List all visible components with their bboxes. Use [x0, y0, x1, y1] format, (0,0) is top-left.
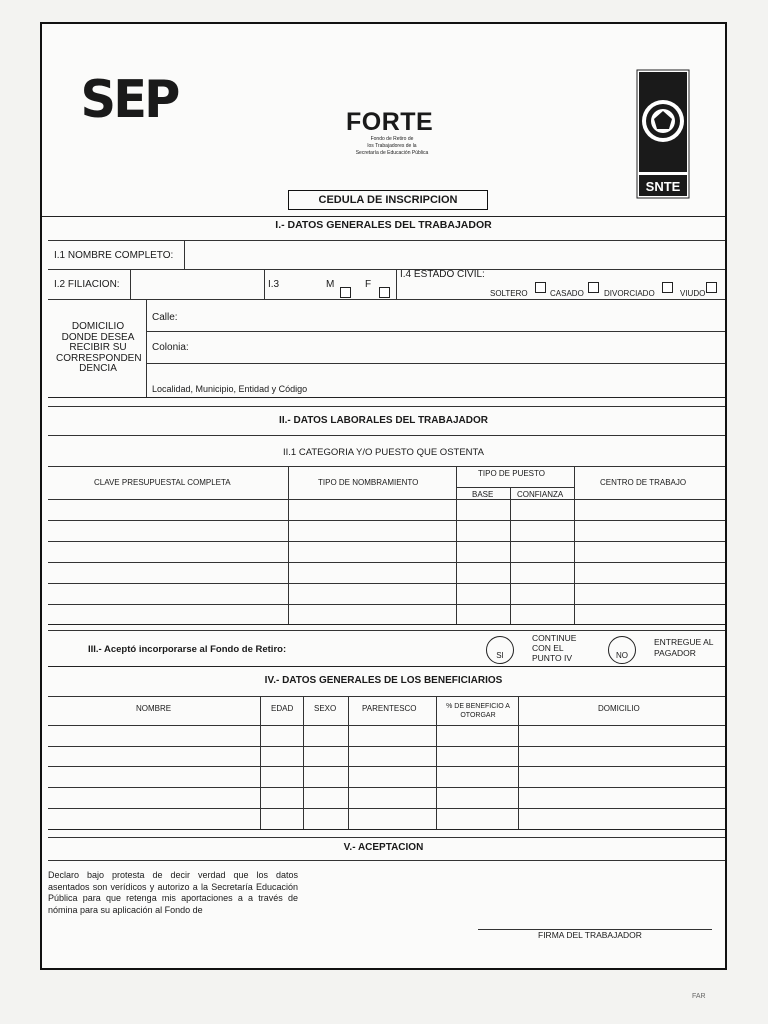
divider: [184, 240, 185, 269]
divider: [456, 466, 457, 624]
divider: [48, 583, 725, 584]
divider: [436, 696, 437, 829]
divider: [48, 630, 725, 631]
divider: [48, 766, 725, 767]
divider: [48, 499, 725, 500]
divider: [48, 837, 725, 838]
viudo-label: VIUDO: [680, 289, 706, 298]
sexo-m-label: M: [326, 279, 335, 290]
divider: [48, 240, 725, 241]
divider: [48, 666, 725, 667]
casado-checkbox[interactable]: [588, 282, 599, 293]
divider: [146, 331, 725, 332]
divider: [48, 725, 725, 726]
divider: [348, 696, 349, 829]
viudo-checkbox[interactable]: [706, 282, 717, 293]
nombre-field[interactable]: [186, 242, 722, 267]
signature-field[interactable]: [478, 904, 712, 928]
calle-label: Calle:: [152, 312, 178, 323]
divider: [48, 808, 725, 809]
col-edad: EDAD: [271, 704, 294, 713]
divider: [288, 466, 289, 624]
divider: [48, 562, 725, 563]
divider: [48, 829, 725, 830]
estado-civil-label: I.4 ESTADO CIVIL:: [400, 269, 485, 280]
divider: [48, 269, 725, 270]
divider: [48, 696, 725, 697]
divider: [48, 406, 725, 407]
sexo-m-checkbox[interactable]: [340, 287, 351, 298]
divider: [48, 604, 725, 605]
divider: [146, 363, 725, 364]
nombre-label: I.1 NOMBRE COMPLETO:: [54, 250, 174, 261]
divorciado-checkbox[interactable]: [662, 282, 673, 293]
col-base: BASE: [472, 490, 494, 499]
divider: [264, 269, 265, 299]
si-option[interactable]: SI: [486, 636, 514, 664]
colonia-label: Colonia:: [152, 342, 189, 353]
no-option[interactable]: NO: [608, 636, 636, 664]
divider: [48, 541, 725, 542]
col-centro-trabajo: CENTRO DE TRABAJO: [600, 478, 687, 487]
divider: [510, 487, 511, 624]
col-confianza: CONFIANZA: [517, 490, 564, 499]
forte-title: FORTE: [346, 108, 434, 136]
col-sexo: SEXO: [314, 704, 337, 713]
forte-subtitle: Fondo de Retiro de los Trabajadores de la Secretaría de Educación Pública: [355, 136, 429, 156]
colonia-field[interactable]: [192, 335, 722, 359]
divider: [130, 269, 131, 299]
si-note: CONTINUE CON EL PUNTO IV: [532, 633, 577, 663]
localidad-label: Localidad, Municipio, Entidad y Código: [152, 384, 308, 394]
no-note: ENTREGUE AL PAGADOR: [654, 637, 714, 658]
sexo-label: I.3: [268, 279, 280, 290]
sexo-f-checkbox[interactable]: [379, 287, 390, 298]
section5-title: V.- ACEPTACION: [343, 842, 424, 853]
sexo-f-label: F: [365, 279, 372, 290]
divider: [146, 299, 147, 397]
soltero-checkbox[interactable]: [535, 282, 546, 293]
snte-logo-text: SNTE: [645, 179, 681, 194]
section1-title: I.- DATOS GENERALES DEL TRABAJADOR: [275, 219, 492, 231]
divider: [574, 466, 575, 624]
divider: [396, 269, 397, 299]
calle-field[interactable]: [182, 304, 722, 328]
form-page: [40, 22, 727, 970]
divorciado-label: DIVORCIADO: [604, 289, 655, 298]
section4-title: IV.- DATOS GENERALES DE LOS BENEFICIARIOS: [264, 675, 503, 686]
col-tipo-nombramiento: TIPO DE NOMBRAMIENTO: [318, 478, 419, 487]
divider: [48, 466, 725, 467]
divider: [48, 435, 725, 436]
footer-mark: FAR: [692, 993, 706, 1000]
divider: [48, 520, 725, 521]
divider: [48, 787, 725, 788]
soltero-label: SOLTERO: [490, 289, 528, 298]
section2-title: II.- DATOS LABORALES DEL TRABAJADOR: [279, 415, 488, 426]
domicilio-label: DOMICILIO DONDE DESEA RECIBIR SU CORRESPONDEN DENCIA: [56, 321, 142, 374]
divider: [48, 624, 725, 625]
divider: [48, 299, 725, 300]
divider: [518, 696, 519, 829]
snte-logo: [636, 69, 690, 199]
divider: [42, 216, 725, 217]
section3-title: III.- Aceptó incorporarse al Fondo de Retiro:: [88, 644, 287, 655]
sep-logo: SEP: [80, 70, 178, 130]
localidad-field[interactable]: [148, 366, 722, 384]
divider: [48, 860, 725, 861]
divider: [48, 397, 725, 398]
casado-label: CASADO: [550, 289, 584, 298]
col-tipo-puesto: TIPO DE PUESTO: [478, 469, 545, 478]
divider: [303, 696, 304, 829]
filiacion-label: I.2 FILIACION:: [54, 279, 120, 290]
col-parentesco: PARENTESCO: [362, 704, 417, 713]
section2-subtitle: II.1 CATEGORIA Y/O PUESTO QUE OSTENTA: [283, 447, 484, 458]
filiacion-field[interactable]: [132, 271, 262, 297]
firma-label: FIRMA DEL TRABAJADOR: [538, 930, 642, 940]
declaration-text: Declaro bajo protesta de decir verdad que los datos asentados son verídicos y autorizo a la Secretaría Educación Pública para que retenga mis aportaciones a a través de nómina para su aplicación al Fondo de: [48, 870, 298, 915]
divider: [260, 696, 261, 829]
divider: [48, 746, 725, 747]
col-nombre: NOMBRE: [136, 704, 172, 713]
divider: [456, 487, 574, 488]
form-name: CEDULA DE INSCRIPCION: [288, 190, 488, 210]
col-beneficio: % DE BENEFICIO A OTORGAR: [446, 703, 510, 719]
col-clave-presupuestal: CLAVE PRESUPUESTAL COMPLETA: [94, 478, 231, 487]
col-domicilio: DOMICILIO: [598, 704, 640, 713]
